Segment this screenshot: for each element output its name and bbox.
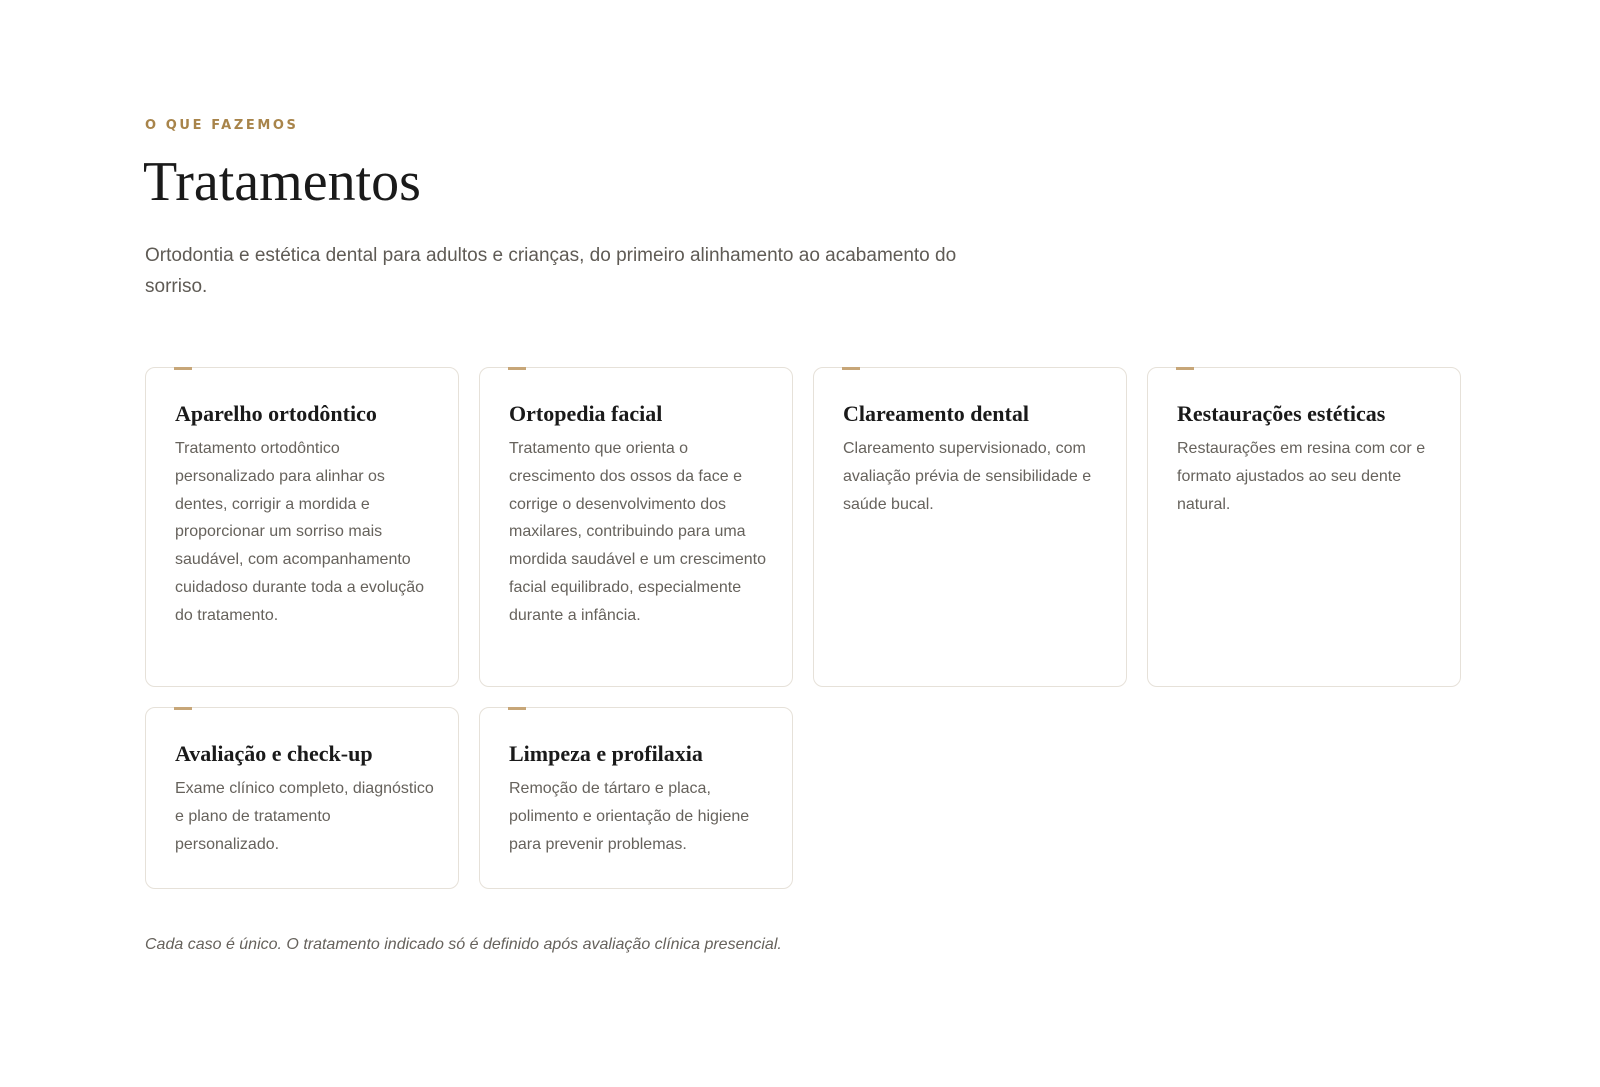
card-description: Restaurações em resina com cor e formato ajustados ao seu dente natural. [1177,440,1426,513]
section-eyebrow: O QUE FAZEMOS [145,118,299,133]
treatment-card-restauracoes-esteticas [1147,367,1461,687]
card-title: Limpeza e profilaxia [509,741,703,766]
card-description: Remoção de tártaro e placa, polimento e orientação de higiene para prevenir problemas. [509,780,750,853]
page-title: Tratamentos [143,151,421,213]
treatment-card-clareamento-dental [813,367,1127,687]
card-title: Restaurações estéticas [1177,401,1386,426]
card-accent-bar [174,707,192,710]
treatment-card-avaliacao-check-up [145,707,459,889]
card-description: Tratamento ortodôntico personalizado para alinhar os dentes, corrigir a mordida e proporcionar um sorriso mais saudável, com acompanhamento cuidadoso durante toda a evolução do tratamento. [175,440,425,624]
card-accent-bar [1176,367,1194,370]
card-description: Tratamento que orienta o crescimento dos ossos da face e corrige o desenvolvimento dos maxilares, contribuindo para uma mordida saudável e um crescimento facial equilibrado, especialmente durante a infância. [509,440,767,624]
card-description: Clareamento supervisionado, com avaliação prévia de sensibilidade e saúde bucal. [843,440,1092,513]
section-intro: Ortodontia e estética dental para adultos e crianças, do primeiro alinhamento ao acabamento do sorriso. [145,245,957,297]
treatment-card-ortopedia-facial [479,367,793,687]
treatment-card-aparelho-ortodontico [145,367,459,687]
card-accent-bar [508,367,526,370]
card-accent-bar [174,367,192,370]
card-description: Exame clínico completo, diagnóstico e plano de tratamento personalizado. [175,780,434,853]
treatment-card-limpeza-profilaxia [479,707,793,889]
card-title: Ortopedia facial [509,401,663,426]
card-title: Avaliação e check-up [175,741,373,766]
card-accent-bar [842,367,860,370]
card-title: Clareamento dental [843,401,1029,426]
disclaimer-note: Cada caso é único. O tratamento indicado só é definido após avaliação clínica presencial. [145,936,782,953]
card-accent-bar [508,707,526,710]
card-title: Aparelho ortodôntico [175,401,377,426]
